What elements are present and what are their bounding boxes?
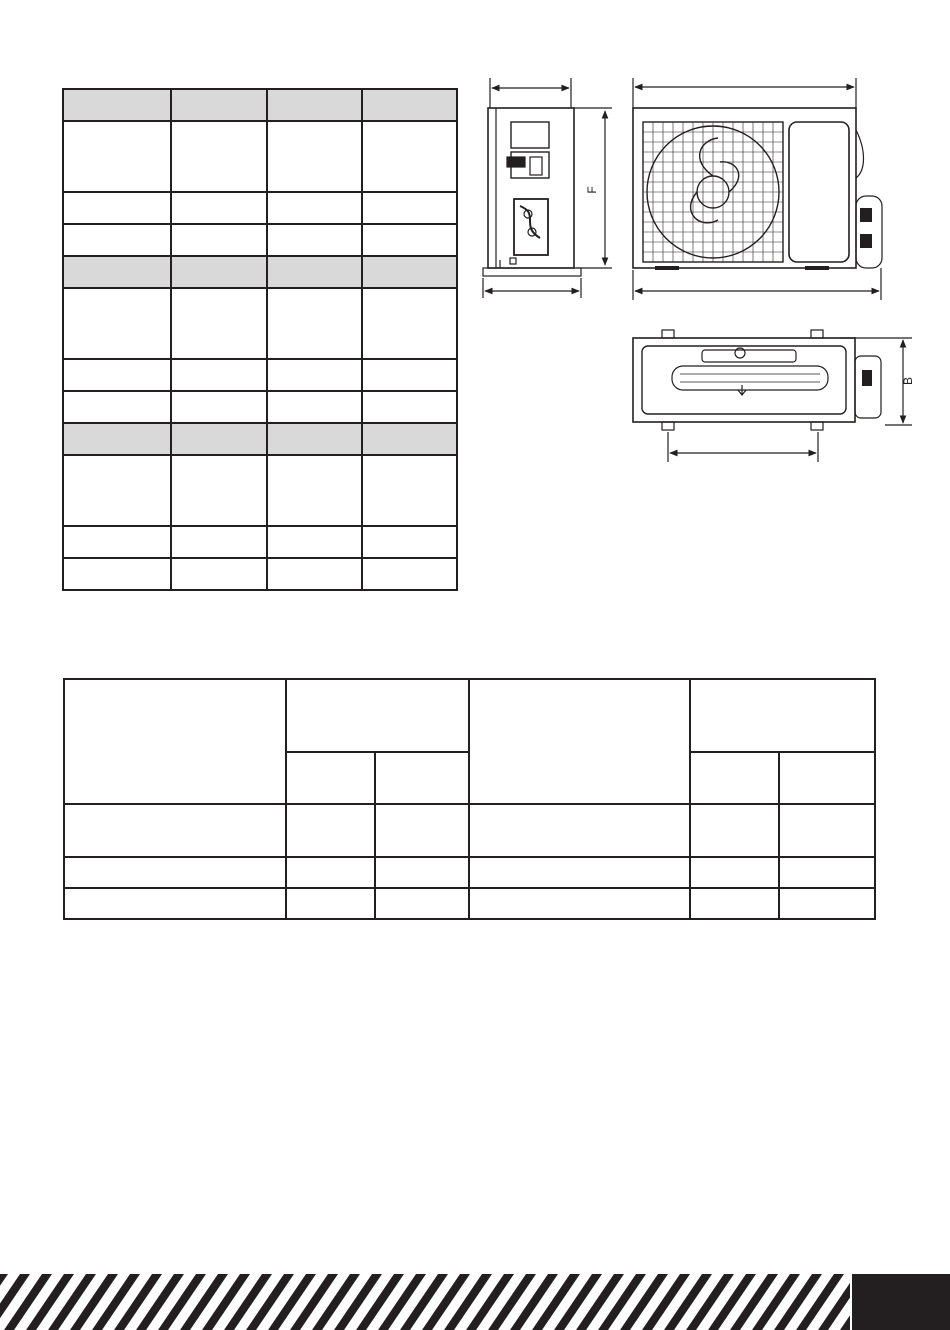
footer-stripe	[598, 1274, 646, 1330]
footer-stripe	[400, 1274, 448, 1330]
footer-stripe	[488, 1274, 536, 1330]
connection-table	[63, 678, 876, 920]
page-number-box	[852, 1274, 950, 1330]
table-header-row	[64, 679, 875, 752]
footer-stripe	[444, 1274, 492, 1330]
table-row	[64, 804, 875, 857]
footer-stripe	[466, 1274, 514, 1330]
footer-stripe	[224, 1274, 272, 1330]
side-height-label: F	[585, 186, 599, 194]
footer-stripe	[114, 1274, 162, 1330]
footer-stripe	[664, 1274, 712, 1330]
footer-stripe	[312, 1274, 360, 1330]
footer-stripe	[268, 1274, 316, 1330]
footer-stripe	[686, 1274, 734, 1330]
footer-stripes	[0, 1274, 850, 1330]
footer-stripe	[774, 1274, 822, 1330]
footer-stripe	[136, 1274, 184, 1330]
footer-stripe	[576, 1274, 624, 1330]
footer-stripe	[180, 1274, 228, 1330]
footer-stripe	[554, 1274, 602, 1330]
top-depth-label: B	[901, 376, 915, 386]
footer-stripe	[334, 1274, 382, 1330]
outdoor-unit-drawings	[0, 0, 950, 640]
footer-stripe	[422, 1274, 470, 1330]
footer-stripe	[48, 1274, 96, 1330]
footer-stripe	[70, 1274, 118, 1330]
footer-stripe	[510, 1274, 558, 1330]
table-row	[64, 857, 875, 888]
footer-stripe	[378, 1274, 426, 1330]
footer-stripe	[752, 1274, 800, 1330]
footer-stripe	[356, 1274, 404, 1330]
top-view	[633, 330, 912, 462]
front-view	[633, 78, 882, 300]
footer-stripe	[642, 1274, 690, 1330]
footer-stripe	[796, 1274, 844, 1330]
fan-grille	[643, 122, 783, 262]
footer-stripe	[290, 1274, 338, 1330]
footer-stripe	[620, 1274, 668, 1330]
footer-stripe	[26, 1274, 74, 1330]
footer-stripe	[92, 1274, 140, 1330]
footer-stripe	[730, 1274, 778, 1330]
footer-stripe	[708, 1274, 756, 1330]
footer-stripe	[202, 1274, 250, 1330]
footer-stripe	[4, 1274, 52, 1330]
footer-stripe	[246, 1274, 294, 1330]
footer-stripe	[158, 1274, 206, 1330]
footer-stripe	[532, 1274, 580, 1330]
table-row	[64, 888, 875, 919]
